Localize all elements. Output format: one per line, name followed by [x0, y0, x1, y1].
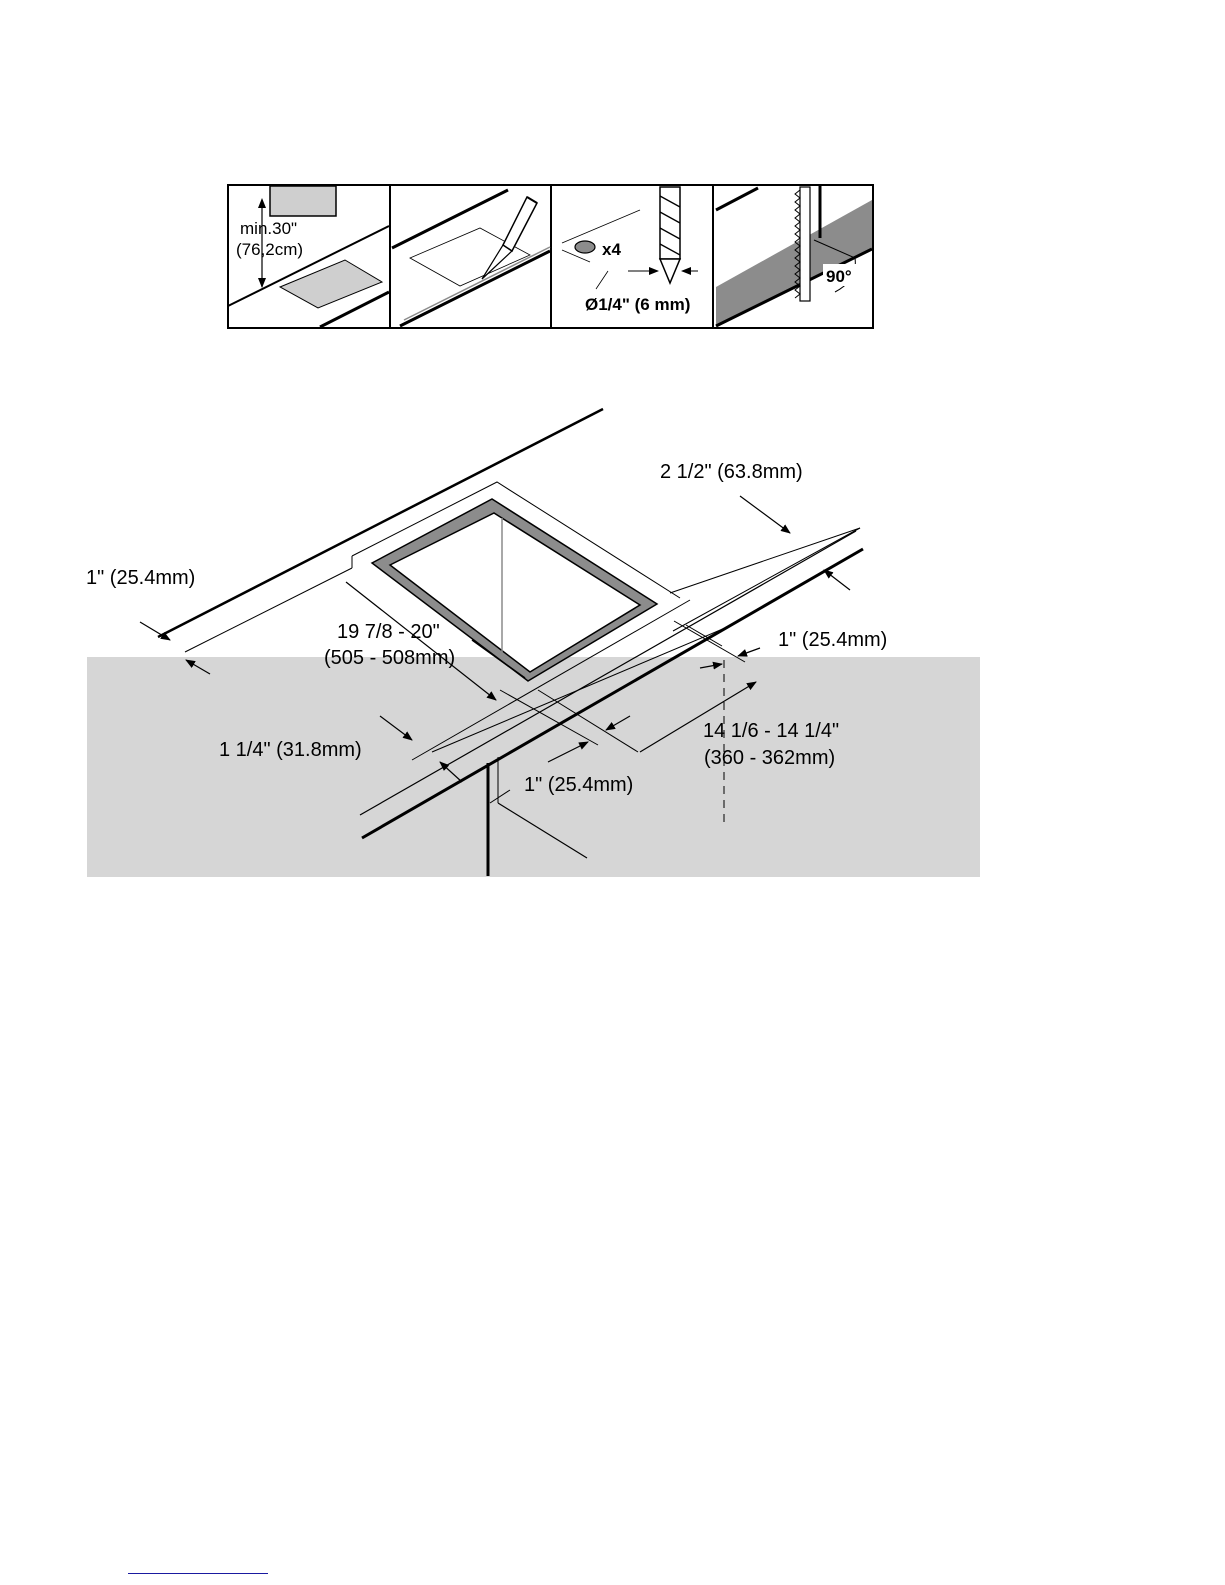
step-panel-clearance: [228, 186, 389, 327]
right-margin-label: 1" (25.4mm): [778, 629, 888, 651]
left-margin-label: 1" (25.4mm): [86, 567, 196, 589]
cutout-width-inch-label: 19 7/8 - 20": [337, 621, 440, 643]
clearance-min-label: min.30": [240, 219, 298, 238]
cutout-depth-mm-label: (360 - 362mm): [704, 747, 836, 769]
front-edge-label: 1" (25.4mm): [524, 774, 634, 796]
cutout-depth-inch-label: 14 1/6 - 14 1/4": [703, 720, 840, 742]
cutout-diagram: [86, 409, 980, 877]
saw-blade-icon: [795, 187, 810, 301]
drill-hole-icon: [575, 241, 595, 253]
step-strip: [228, 185, 873, 328]
saw-angle-label: 90°: [826, 267, 852, 286]
step-panel-sawing: [716, 186, 872, 326]
footer-link-underline: [128, 1573, 268, 1574]
back-margin-label: 2 1/2" (63.8mm): [660, 461, 803, 483]
step-panel-drilling: [562, 187, 698, 314]
drill-bit-icon: [660, 187, 680, 283]
clearance-cm-label: (76,2cm): [236, 240, 304, 259]
step-panel-marking: [392, 190, 550, 326]
drill-count-label: x4: [602, 240, 621, 259]
drill-diameter-label: Ø1/4" (6 mm): [585, 295, 691, 314]
front-margin-label: 1 1/4" (31.8mm): [219, 739, 362, 761]
cutout-width-mm-label: (505 - 508mm): [324, 647, 456, 669]
